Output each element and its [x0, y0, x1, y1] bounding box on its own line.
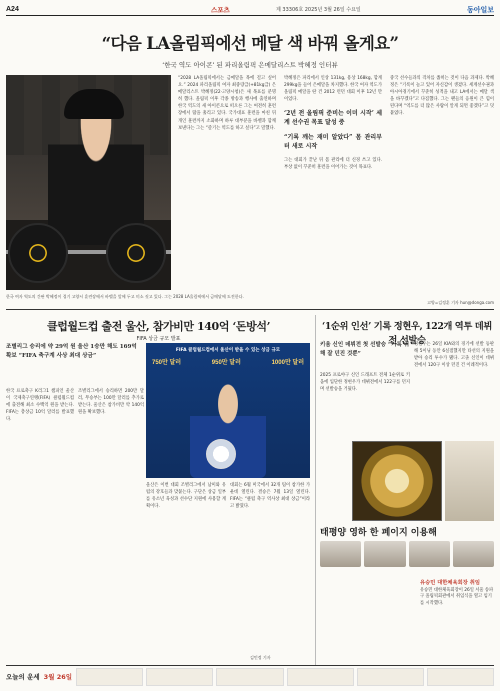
story2-body-d: 대회는 6월 미국에서 32개 팀이 참가한 가운데 열린다. 결승은 7월 13일 열린다. FIFA는 “클럽 축구 역사상 최대 상금”이라고 밝혔다. [230, 483, 310, 510]
ad-photo [453, 541, 494, 567]
feature-column-2 [284, 75, 382, 172]
medal-photo [352, 441, 442, 521]
fortune-cell [287, 668, 354, 686]
feature-headline[interactable]: “다음 LA올림픽에선 메달 색 바꿔 올게요” [101, 34, 399, 53]
ad-photo [320, 541, 361, 567]
feature-photo-caption: 한국 여자 역도의 간판 박혜정이 경기 고양시 훈련장에서 바벨을 앞에 두고 미소 짓고 있다. 그는 2028 LA올림픽에서 금메달에 도전한다. [6, 294, 244, 299]
prize-amount-2: 950만 달러 [211, 360, 241, 366]
fortune-cell [216, 668, 283, 686]
ad-photo [364, 541, 405, 567]
story2-body-a: 한국 프로축구 K리그1 챔피언 울산이 국제축구연맹(FIFA) 클럽월드컵에 출전해 최소 수백억 원을 받는다. FIFA는 총상금 10억 달러를 발표했다. [6, 389, 74, 423]
prize-banner: FIFA 클럽월드컵에서 울산이 받을 수 있는 상금 규모 [175, 348, 281, 353]
ad-photo-strip [320, 541, 494, 567]
feature-pull-quote-2: “기록 깨는 재미 알았다” 몸 관리부터 새로 시작 [284, 134, 382, 151]
brief-title[interactable]: 유승민 대한체육회장 취임 [420, 580, 480, 586]
story2-byline: 김민정 기자 [250, 655, 271, 660]
story2-subhead: FIFA 상금 규모 발표 [136, 336, 181, 342]
page-number: A24 [6, 6, 19, 13]
fortune-cells [76, 668, 494, 686]
story3-body-b: 정현우는 26일 KIA와의 경기에 선발 등판해 5이닝 동안 6실점했지만 타선의 지원을 받아 승리 투수가 됐다. 고졸 신인이 데뷔전에서 120구 이상 던진 건 이례적이다. [414, 342, 494, 369]
story2-headline[interactable]: 클럽월드컵 출전 울산, 참가비만 140억 ‘돈방석’ [46, 320, 271, 333]
prize-figures [152, 357, 304, 366]
feature-column-2-top: 박혜정은 파리에서 인상 131kg, 용상 168kg, 합계 299kg을 들어 은메달을 차지했다. 한국 여자 역도가 올림픽 메달을 딴 건 2012 런던 대회 이후 12년 만이었다. [284, 76, 382, 103]
feature-byline: 고양=김정훈 기자 hun@donga.com [427, 300, 494, 305]
story3-body-a: 2025 프로야구 신인 드래프트 전체 1순위로 키움에 입단한 정현우가 데뷔전에서 122구를 던지며 선발승을 거뒀다. [320, 373, 410, 393]
ad-title: 태평양 영하 한 페이지 이용해 [320, 528, 437, 538]
story2-body-b: 조별리그에서 승리하면 200만 달러, 무승부는 100만 달러를 추가로 받는다. 울산은 참가비만 약 140억 원을 확보했다. [78, 389, 144, 416]
brief-notice [420, 580, 494, 607]
feature-column-3: 중국 선수들과의 격차를 좁히는 것이 다음 과제다. 박혜정은 “기록이 늘고 있어 자신감이 생겼다. 세계선수권과 아시아경기에서 꾸준히 성적을 내고 LA에서는 메달 색을 바꾸겠다”고 다짐했다. 그는 팬들의 응원이 큰 힘이 된다며 “역도를 더 많은 사람이 알게 되면 좋겠다”고 덧붙였다. [390, 76, 494, 117]
fortune-title: 오늘의 운세 [6, 673, 40, 681]
fortune-strip [6, 665, 494, 687]
newspaper-logo[interactable]: 동아일보 [466, 4, 494, 14]
pitcher-photo [445, 441, 494, 521]
advertisement[interactable] [320, 525, 494, 575]
fortune-cell [357, 668, 424, 686]
prize-amount-3: 1000만 달러 [271, 360, 304, 366]
story2-photo [146, 343, 310, 478]
barbell-plate-left [8, 223, 68, 283]
page-header [6, 4, 494, 16]
story3-lead: 키움 신인 데뷔전 첫 선발승 “기록 위해 잘 던진 것뿐” [320, 342, 410, 357]
feature-pull-quote: ‘2년 전 올림픽 준비는 이미 시작’ 세계 선수권 목표 달성 중 [284, 110, 382, 127]
fortune-cell [146, 668, 213, 686]
section-divider [6, 309, 494, 310]
story2-body-c: 울산은 이번 대회 조별리그에서 남미와 유럽의 강호들과 맞붙는다. 구단은 상금 일부를 유소년 육성과 선수단 지원에 사용할 계획이다. [146, 483, 226, 510]
prize-amount-1: 750만 달러 [152, 360, 182, 366]
fortune-cell [76, 668, 143, 686]
feature-column-2-bottom: 그는 대회가 끝난 뒤 몸 관리에 더 신경 쓰고 있다. 부상 없이 꾸준히 훈련을 이어가는 것이 목표다. [284, 158, 382, 171]
feature-photo [6, 75, 171, 290]
issue-date: 제 33306호 2025년 3월 26일 수요일 [276, 7, 361, 13]
barbell-plate-right [106, 223, 166, 283]
story2-lead: 조별리그 승리에 약 29억 원 울산 1승만 해도 169억 확보 “FIFA 축구계 사상 최대 상금” [6, 344, 137, 359]
story3-headline[interactable]: ‘1순위 인선’ 기록 정현우, 122개 역투 데뷔전 선발승 [322, 321, 492, 346]
column-divider [315, 315, 316, 665]
fortune-cell [427, 668, 494, 686]
feature-column-1: “2028 LA올림픽에서는 금메달을 목에 걸고 싶어요.” 2024 파리올림픽 여자 최중량급(+81kg급) 은메달리스트 박혜정(22·고양시청)은 새 목표를 분명히 했다. 올림픽 이후 각종 방송과 행사에 출연하며 한국 역도의 새 아이콘으로 떠오른 그는 여전히 훈련장에서 땀을 흘리고 있다. 국가대표 훈련을 마친 뒤 개인 훈련까지 소화하며 하루 대부분을 바벨과 함께 보낸다는 그는 “즐기는 역도를 하고 싶다”고 말했다. [178, 76, 276, 131]
soccer-ball [206, 439, 236, 469]
fortune-date: 3월 26일 [43, 673, 73, 681]
ad-photo [409, 541, 450, 567]
brief-body: 유승민 대한체육회장이 26일 서울 송파구 올림픽회관에서 취임식을 열고 임기를 시작했다. [420, 587, 494, 606]
section-name: 스포츠 [211, 6, 230, 14]
feature-subhead: ‘한국 역도 아이콘’ 된 파리올림픽 은메달리스트 박혜정 인터뷰 [162, 61, 338, 69]
